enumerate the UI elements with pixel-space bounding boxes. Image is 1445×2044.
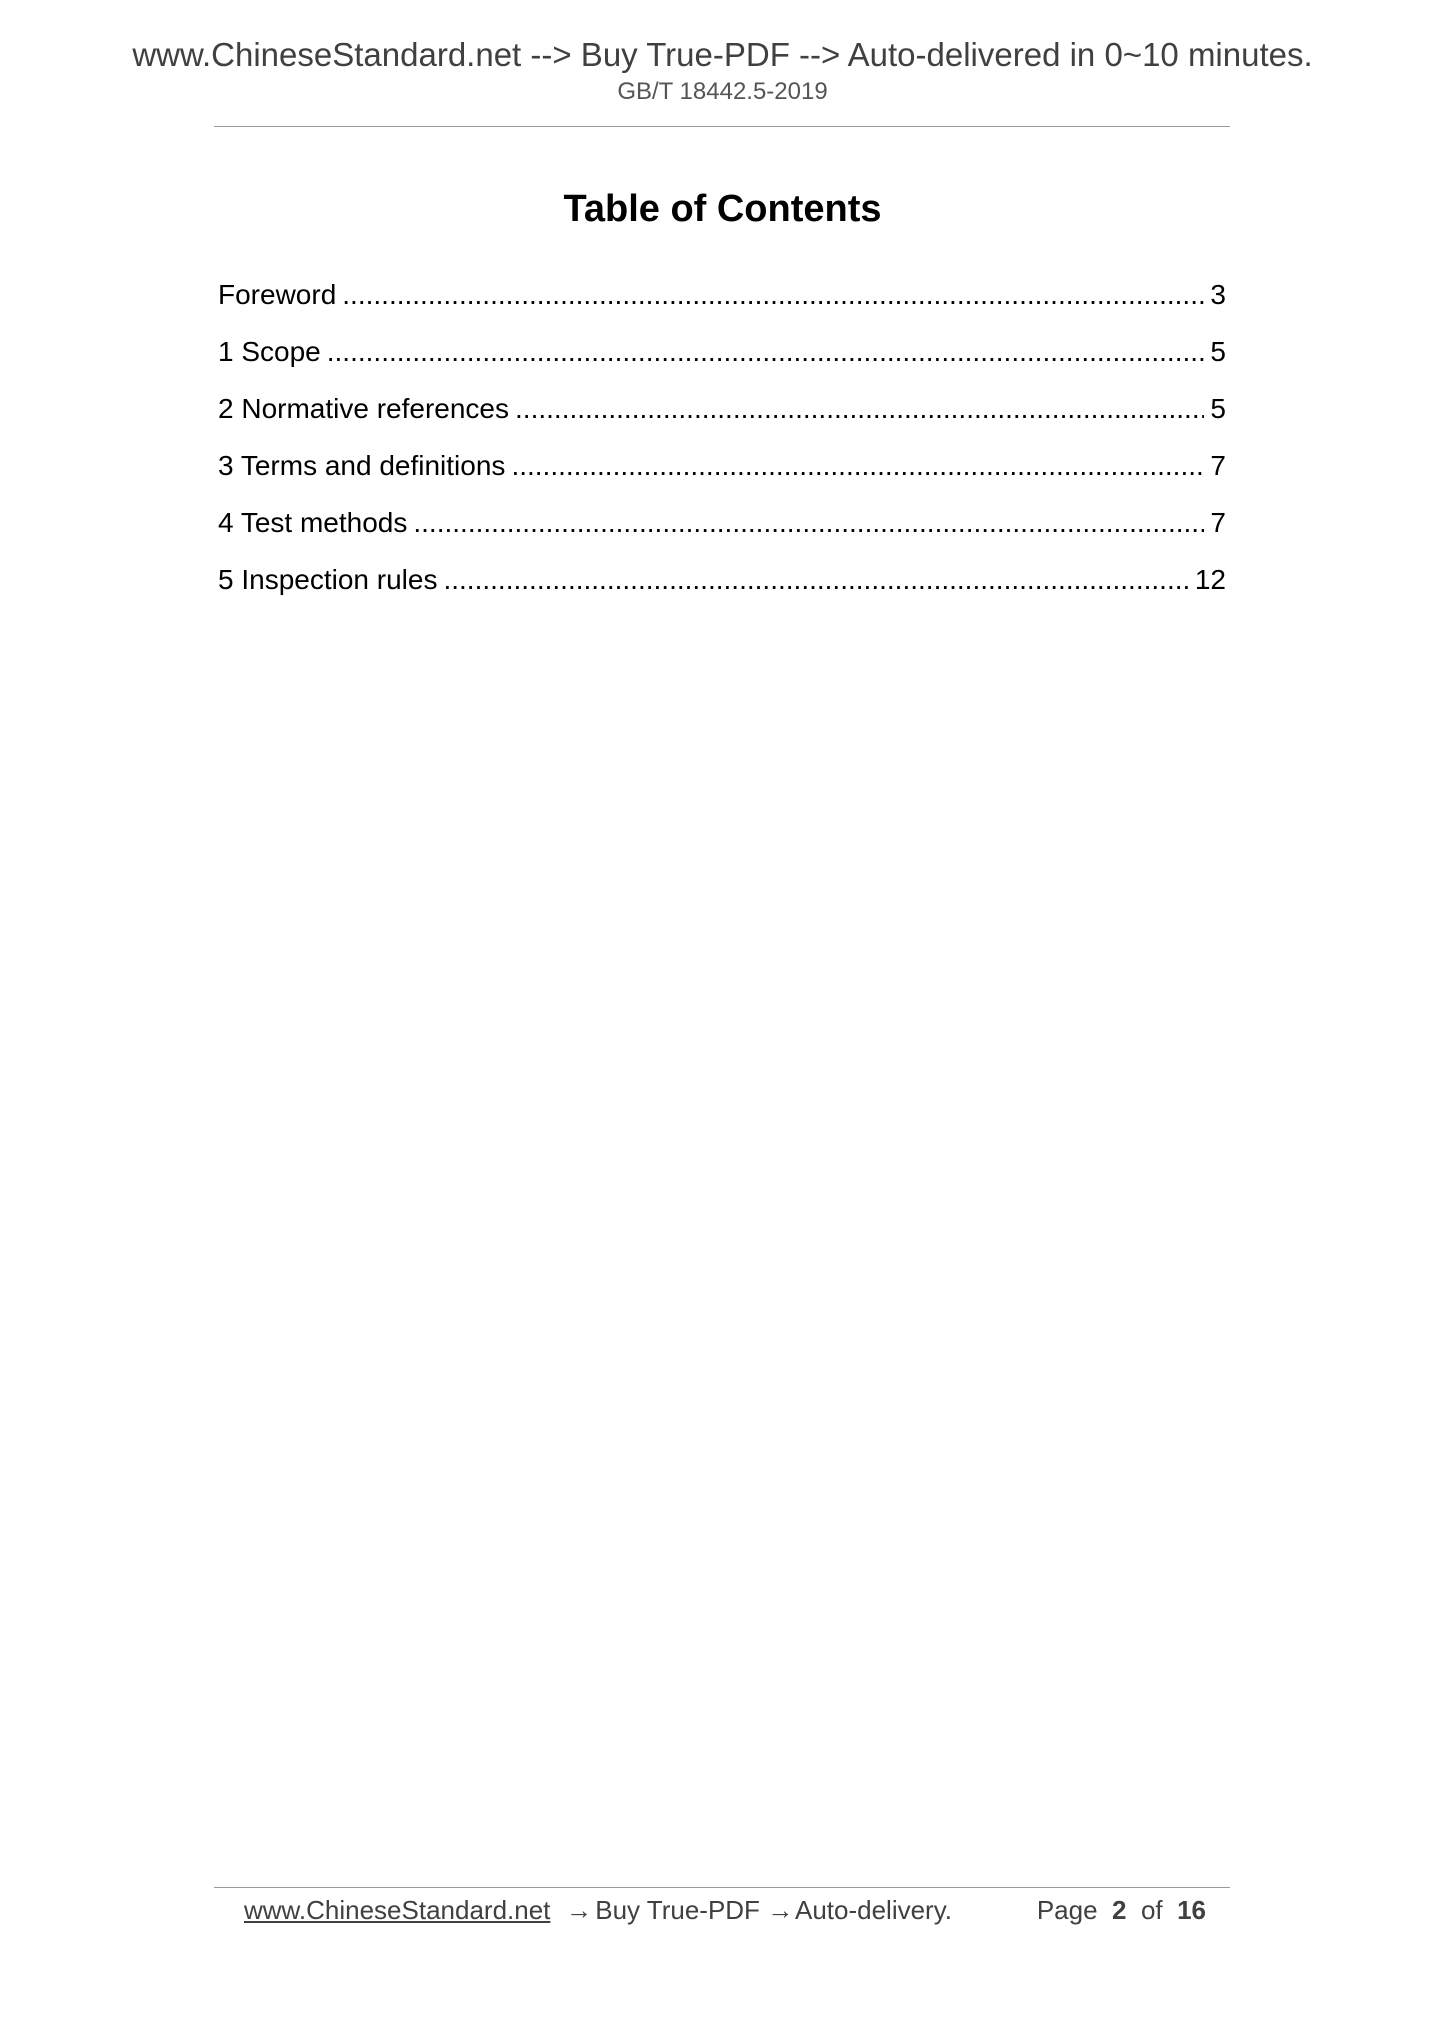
toc-entry-label: Foreword	[218, 279, 337, 310]
toc-entry-foreword[interactable]	[218, 277, 1226, 334]
toc-entry-page: 12	[1194, 564, 1226, 595]
toc-list	[218, 277, 1226, 619]
toc-entry-label: 4 Test methods	[218, 507, 408, 538]
page-of-label: of	[1140, 1895, 1163, 1925]
right-arrow-icon: →	[767, 1895, 794, 1925]
page-label: Page	[1036, 1895, 1098, 1925]
site-link[interactable]: www.ChineseStandard.net	[244, 1895, 551, 1925]
toc-dot-leader	[515, 391, 1204, 427]
tagline-delivery: Auto-delivery.	[794, 1895, 953, 1925]
page-indicator	[1037, 1893, 1206, 1927]
standard-code: GB/T 18442.5-2019	[617, 78, 828, 105]
current-page-number: 2	[1112, 1895, 1127, 1925]
page-footer	[244, 1893, 1214, 1927]
right-arrow-icon: →	[566, 1895, 592, 1925]
toc-dot-leader	[511, 448, 1204, 484]
toc-entry-test-methods[interactable]	[218, 505, 1226, 562]
toc-entry-page: 5	[1210, 336, 1226, 367]
toc-dot-leader	[342, 277, 1204, 313]
toc-entry-page: 5	[1210, 393, 1226, 424]
tagline-buy: Buy True-PDF	[595, 1895, 760, 1925]
toc-dot-leader	[443, 562, 1188, 598]
toc-entry-scope[interactable]	[218, 334, 1226, 391]
header-banner: www.ChineseStandard.net --> Buy True-PDF --> Auto-delivered in 0~10 minutes.	[132, 36, 1313, 73]
toc-entry-label: 1 Scope	[218, 336, 321, 367]
toc-entry-label: 5 Inspection rules	[218, 564, 438, 595]
toc-title: Table of Contents	[563, 188, 882, 230]
toc-entry-inspection-rules[interactable]	[218, 562, 1226, 619]
toc-entry-normative-references[interactable]	[218, 391, 1226, 448]
toc-dot-leader	[413, 505, 1204, 541]
toc-entry-label: 2 Normative references	[218, 393, 510, 424]
toc-dot-leader	[327, 334, 1205, 370]
total-pages-number: 16	[1177, 1895, 1206, 1925]
header-divider	[214, 126, 1230, 127]
toc-entry-page: 3	[1210, 279, 1226, 310]
footer-divider	[214, 1887, 1230, 1888]
toc-entry-terms-and-definitions[interactable]	[218, 448, 1226, 505]
toc-entry-page: 7	[1210, 450, 1226, 481]
toc-entry-page: 7	[1210, 507, 1226, 538]
toc-entry-label: 3 Terms and definitions	[218, 450, 506, 481]
footer-tagline	[566, 1893, 952, 1927]
